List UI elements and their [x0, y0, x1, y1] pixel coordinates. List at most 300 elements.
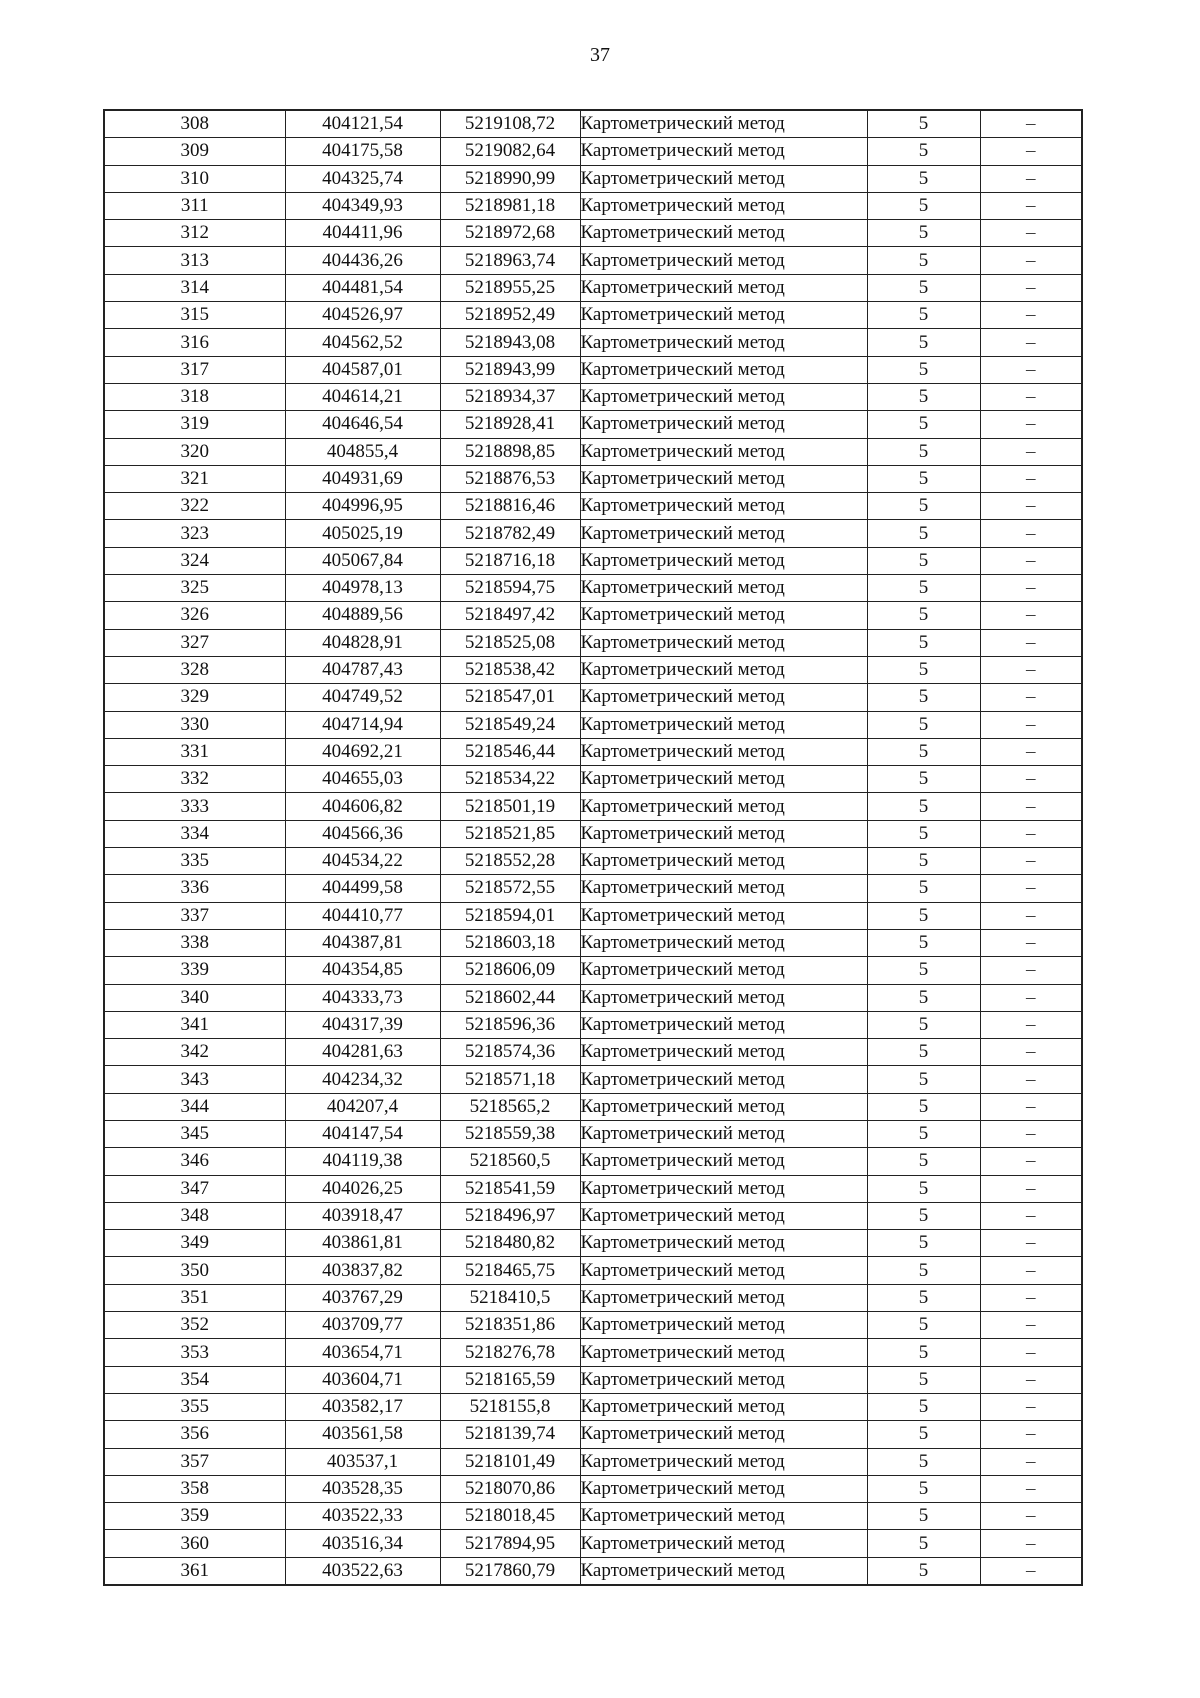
method-cell: Картометрический метод — [580, 1175, 867, 1202]
coordinate-y-cell: 5217894,95 — [440, 1530, 580, 1557]
coordinate-y-cell: 5218898,85 — [440, 438, 580, 465]
method-cell: Картометрический метод — [580, 902, 867, 929]
coordinate-x-cell: 404325,74 — [285, 165, 440, 192]
coordinate-y-cell: 5219108,72 — [440, 110, 580, 138]
coordinate-x-cell: 403604,71 — [285, 1366, 440, 1393]
table-row — [104, 629, 1082, 656]
coordinates-table-body — [104, 110, 1082, 1585]
accuracy-cell: 5 — [867, 1066, 980, 1093]
table-row — [104, 520, 1082, 547]
coordinate-y-cell: 5218565,2 — [440, 1093, 580, 1120]
point-number-cell: 329 — [104, 684, 285, 711]
accuracy-cell: 5 — [867, 1120, 980, 1147]
point-number-cell: 354 — [104, 1366, 285, 1393]
table-row — [104, 220, 1082, 247]
coordinates-table — [103, 109, 1083, 1586]
accuracy-cell: 5 — [867, 1039, 980, 1066]
method-cell: Картометрический метод — [580, 957, 867, 984]
note-cell: – — [980, 1148, 1082, 1175]
coordinate-x-cell: 404655,03 — [285, 766, 440, 793]
point-number-cell: 324 — [104, 547, 285, 574]
coordinate-x-cell: 404855,4 — [285, 438, 440, 465]
accuracy-cell: 5 — [867, 383, 980, 410]
point-number-cell: 341 — [104, 1011, 285, 1038]
point-number-cell: 348 — [104, 1202, 285, 1229]
note-cell: – — [980, 138, 1082, 165]
accuracy-cell: 5 — [867, 1339, 980, 1366]
note-cell: – — [980, 247, 1082, 274]
coordinate-y-cell: 5218525,08 — [440, 629, 580, 656]
table-row — [104, 110, 1082, 138]
point-number-cell: 330 — [104, 711, 285, 738]
accuracy-cell: 5 — [867, 656, 980, 683]
accuracy-cell: 5 — [867, 1093, 980, 1120]
point-number-cell: 335 — [104, 848, 285, 875]
coordinate-x-cell: 404828,91 — [285, 629, 440, 656]
table-row — [104, 274, 1082, 301]
coordinate-y-cell: 5218963,74 — [440, 247, 580, 274]
table-row — [104, 766, 1082, 793]
note-cell: – — [980, 1011, 1082, 1038]
note-cell: – — [980, 793, 1082, 820]
table-row — [104, 848, 1082, 875]
note-cell: – — [980, 165, 1082, 192]
coordinate-y-cell: 5218410,5 — [440, 1284, 580, 1311]
coordinate-y-cell: 5218928,41 — [440, 411, 580, 438]
table-row — [104, 493, 1082, 520]
coordinate-x-cell: 403516,34 — [285, 1530, 440, 1557]
table-row — [104, 1366, 1082, 1393]
method-cell: Картометрический метод — [580, 766, 867, 793]
table-row — [104, 656, 1082, 683]
coordinate-y-cell: 5218155,8 — [440, 1393, 580, 1420]
accuracy-cell: 5 — [867, 875, 980, 902]
note-cell: – — [980, 220, 1082, 247]
table-row — [104, 957, 1082, 984]
point-number-cell: 358 — [104, 1475, 285, 1502]
coordinate-x-cell: 404411,96 — [285, 220, 440, 247]
point-number-cell: 361 — [104, 1557, 285, 1585]
accuracy-cell: 5 — [867, 329, 980, 356]
note-cell: – — [980, 1393, 1082, 1420]
coordinate-x-cell: 404787,43 — [285, 656, 440, 683]
coordinate-y-cell: 5218165,59 — [440, 1366, 580, 1393]
coordinate-y-cell: 5218538,42 — [440, 656, 580, 683]
note-cell: – — [980, 1202, 1082, 1229]
table-row — [104, 1503, 1082, 1530]
point-number-cell: 328 — [104, 656, 285, 683]
coordinate-x-cell: 404281,63 — [285, 1039, 440, 1066]
point-number-cell: 336 — [104, 875, 285, 902]
point-number-cell: 312 — [104, 220, 285, 247]
note-cell: – — [980, 192, 1082, 219]
accuracy-cell: 5 — [867, 1366, 980, 1393]
coordinate-x-cell: 403837,82 — [285, 1257, 440, 1284]
coordinate-x-cell: 404317,39 — [285, 1011, 440, 1038]
point-number-cell: 337 — [104, 902, 285, 929]
note-cell: – — [980, 1448, 1082, 1475]
coordinate-x-cell: 404147,54 — [285, 1120, 440, 1147]
note-cell: – — [980, 329, 1082, 356]
coordinate-y-cell: 5218351,86 — [440, 1312, 580, 1339]
coordinate-x-cell: 404614,21 — [285, 383, 440, 410]
coordinate-x-cell: 404121,54 — [285, 110, 440, 138]
method-cell: Картометрический метод — [580, 1503, 867, 1530]
method-cell: Картометрический метод — [580, 329, 867, 356]
accuracy-cell: 5 — [867, 520, 980, 547]
accuracy-cell: 5 — [867, 192, 980, 219]
table-row — [104, 1557, 1082, 1585]
accuracy-cell: 5 — [867, 1448, 980, 1475]
method-cell: Картометрический метод — [580, 465, 867, 492]
accuracy-cell: 5 — [867, 493, 980, 520]
coordinate-y-cell: 5218521,85 — [440, 820, 580, 847]
coordinate-x-cell: 404349,93 — [285, 192, 440, 219]
point-number-cell: 345 — [104, 1120, 285, 1147]
accuracy-cell: 5 — [867, 684, 980, 711]
note-cell: – — [980, 1175, 1082, 1202]
table-row — [104, 547, 1082, 574]
coordinate-x-cell: 403709,77 — [285, 1312, 440, 1339]
coordinate-y-cell: 5218594,01 — [440, 902, 580, 929]
method-cell: Картометрический метод — [580, 1039, 867, 1066]
accuracy-cell: 5 — [867, 220, 980, 247]
accuracy-cell: 5 — [867, 820, 980, 847]
method-cell: Картометрический метод — [580, 793, 867, 820]
method-cell: Картометрический метод — [580, 575, 867, 602]
note-cell: – — [980, 1475, 1082, 1502]
method-cell: Картометрический метод — [580, 1148, 867, 1175]
note-cell: – — [980, 1120, 1082, 1147]
accuracy-cell: 5 — [867, 356, 980, 383]
coordinate-x-cell: 404606,82 — [285, 793, 440, 820]
note-cell: – — [980, 848, 1082, 875]
coordinate-y-cell: 5217860,79 — [440, 1557, 580, 1585]
method-cell: Картометрический метод — [580, 520, 867, 547]
coordinate-y-cell: 5218549,24 — [440, 711, 580, 738]
method-cell: Картометрический метод — [580, 302, 867, 329]
coordinate-y-cell: 5218018,45 — [440, 1503, 580, 1530]
method-cell: Картометрический метод — [580, 820, 867, 847]
table-row — [104, 329, 1082, 356]
coordinate-x-cell: 404534,22 — [285, 848, 440, 875]
note-cell: – — [980, 575, 1082, 602]
table-row — [104, 1312, 1082, 1339]
coordinate-x-cell: 403918,47 — [285, 1202, 440, 1229]
coordinate-y-cell: 5218101,49 — [440, 1448, 580, 1475]
coordinate-x-cell: 404566,36 — [285, 820, 440, 847]
note-cell: – — [980, 957, 1082, 984]
point-number-cell: 315 — [104, 302, 285, 329]
table-row — [104, 1230, 1082, 1257]
method-cell: Картометрический метод — [580, 1393, 867, 1420]
coordinate-x-cell: 405067,84 — [285, 547, 440, 574]
coordinate-y-cell: 5218716,18 — [440, 547, 580, 574]
coordinate-y-cell: 5218816,46 — [440, 493, 580, 520]
note-cell: – — [980, 929, 1082, 956]
coordinate-x-cell: 403861,81 — [285, 1230, 440, 1257]
method-cell: Картометрический метод — [580, 1066, 867, 1093]
point-number-cell: 331 — [104, 738, 285, 765]
table-row — [104, 684, 1082, 711]
point-number-cell: 317 — [104, 356, 285, 383]
coordinate-y-cell: 5218955,25 — [440, 274, 580, 301]
note-cell: – — [980, 411, 1082, 438]
coordinate-x-cell: 405025,19 — [285, 520, 440, 547]
accuracy-cell: 5 — [867, 766, 980, 793]
coordinate-y-cell: 5218496,97 — [440, 1202, 580, 1229]
note-cell: – — [980, 1066, 1082, 1093]
accuracy-cell: 5 — [867, 1421, 980, 1448]
table-row — [104, 1339, 1082, 1366]
coordinate-x-cell: 404714,94 — [285, 711, 440, 738]
accuracy-cell: 5 — [867, 1230, 980, 1257]
accuracy-cell: 5 — [867, 1148, 980, 1175]
accuracy-cell: 5 — [867, 1557, 980, 1585]
note-cell: – — [980, 356, 1082, 383]
accuracy-cell: 5 — [867, 957, 980, 984]
coordinate-y-cell: 5218782,49 — [440, 520, 580, 547]
point-number-cell: 359 — [104, 1503, 285, 1530]
accuracy-cell: 5 — [867, 629, 980, 656]
note-cell: – — [980, 438, 1082, 465]
note-cell: – — [980, 383, 1082, 410]
method-cell: Картометрический метод — [580, 711, 867, 738]
method-cell: Картометрический метод — [580, 929, 867, 956]
method-cell: Картометрический метод — [580, 1230, 867, 1257]
method-cell: Картометрический метод — [580, 1202, 867, 1229]
point-number-cell: 319 — [104, 411, 285, 438]
coordinate-x-cell: 404234,32 — [285, 1066, 440, 1093]
method-cell: Картометрический метод — [580, 110, 867, 138]
method-cell: Картометрический метод — [580, 220, 867, 247]
note-cell: – — [980, 1257, 1082, 1284]
coordinate-y-cell: 5218943,99 — [440, 356, 580, 383]
method-cell: Картометрический метод — [580, 984, 867, 1011]
coordinate-y-cell: 5218547,01 — [440, 684, 580, 711]
note-cell: – — [980, 1366, 1082, 1393]
table-row — [104, 1148, 1082, 1175]
table-row — [104, 1066, 1082, 1093]
method-cell: Картометрический метод — [580, 1257, 867, 1284]
point-number-cell: 333 — [104, 793, 285, 820]
table-row — [104, 602, 1082, 629]
method-cell: Картометрический метод — [580, 656, 867, 683]
method-cell: Картометрический метод — [580, 138, 867, 165]
note-cell: – — [980, 1421, 1082, 1448]
table-row — [104, 793, 1082, 820]
coordinate-y-cell: 5219082,64 — [440, 138, 580, 165]
table-row — [104, 465, 1082, 492]
point-number-cell: 356 — [104, 1421, 285, 1448]
note-cell: – — [980, 302, 1082, 329]
accuracy-cell: 5 — [867, 138, 980, 165]
coordinate-y-cell: 5218934,37 — [440, 383, 580, 410]
method-cell: Картометрический метод — [580, 1530, 867, 1557]
table-row — [104, 1039, 1082, 1066]
note-cell: – — [980, 766, 1082, 793]
coordinate-y-cell: 5218276,78 — [440, 1339, 580, 1366]
accuracy-cell: 5 — [867, 848, 980, 875]
note-cell: – — [980, 1230, 1082, 1257]
method-cell: Картометрический метод — [580, 629, 867, 656]
coordinate-y-cell: 5218990,99 — [440, 165, 580, 192]
table-row — [104, 1011, 1082, 1038]
point-number-cell: 347 — [104, 1175, 285, 1202]
point-number-cell: 314 — [104, 274, 285, 301]
coordinate-y-cell: 5218571,18 — [440, 1066, 580, 1093]
coordinate-x-cell: 403582,17 — [285, 1393, 440, 1420]
note-cell: – — [980, 656, 1082, 683]
coordinate-x-cell: 404119,38 — [285, 1148, 440, 1175]
note-cell: – — [980, 520, 1082, 547]
point-number-cell: 360 — [104, 1530, 285, 1557]
method-cell: Картометрический метод — [580, 848, 867, 875]
method-cell: Картометрический метод — [580, 1339, 867, 1366]
note-cell: – — [980, 274, 1082, 301]
method-cell: Картометрический метод — [580, 1093, 867, 1120]
method-cell: Картометрический метод — [580, 411, 867, 438]
accuracy-cell: 5 — [867, 547, 980, 574]
method-cell: Картометрический метод — [580, 1475, 867, 1502]
coordinate-y-cell: 5218559,38 — [440, 1120, 580, 1147]
coordinate-x-cell: 403767,29 — [285, 1284, 440, 1311]
coordinate-y-cell: 5218596,36 — [440, 1011, 580, 1038]
table-row — [104, 1530, 1082, 1557]
note-cell: – — [980, 602, 1082, 629]
point-number-cell: 346 — [104, 1148, 285, 1175]
point-number-cell: 311 — [104, 192, 285, 219]
point-number-cell: 320 — [104, 438, 285, 465]
point-number-cell: 338 — [104, 929, 285, 956]
method-cell: Картометрический метод — [580, 602, 867, 629]
point-number-cell: 351 — [104, 1284, 285, 1311]
method-cell: Картометрический метод — [580, 438, 867, 465]
note-cell: – — [980, 547, 1082, 574]
coordinate-y-cell: 5218139,74 — [440, 1421, 580, 1448]
accuracy-cell: 5 — [867, 602, 980, 629]
accuracy-cell: 5 — [867, 1284, 980, 1311]
coordinate-y-cell: 5218594,75 — [440, 575, 580, 602]
note-cell: – — [980, 1093, 1082, 1120]
accuracy-cell: 5 — [867, 411, 980, 438]
point-number-cell: 343 — [104, 1066, 285, 1093]
table-row — [104, 875, 1082, 902]
accuracy-cell: 5 — [867, 984, 980, 1011]
method-cell: Картометрический метод — [580, 738, 867, 765]
coordinate-x-cell: 403561,58 — [285, 1421, 440, 1448]
point-number-cell: 342 — [104, 1039, 285, 1066]
accuracy-cell: 5 — [867, 738, 980, 765]
table-row — [104, 383, 1082, 410]
note-cell: – — [980, 711, 1082, 738]
accuracy-cell: 5 — [867, 1393, 980, 1420]
coordinate-x-cell: 404749,52 — [285, 684, 440, 711]
accuracy-cell: 5 — [867, 1530, 980, 1557]
coordinate-x-cell: 403522,33 — [285, 1503, 440, 1530]
accuracy-cell: 5 — [867, 302, 980, 329]
method-cell: Картометрический метод — [580, 1011, 867, 1038]
table-row — [104, 1257, 1082, 1284]
coordinate-y-cell: 5218981,18 — [440, 192, 580, 219]
method-cell: Картометрический метод — [580, 274, 867, 301]
point-number-cell: 321 — [104, 465, 285, 492]
point-number-cell: 349 — [104, 1230, 285, 1257]
coordinate-y-cell: 5218465,75 — [440, 1257, 580, 1284]
note-cell: – — [980, 1503, 1082, 1530]
coordinate-x-cell: 404207,4 — [285, 1093, 440, 1120]
method-cell: Картометрический метод — [580, 1557, 867, 1585]
note-cell: – — [980, 820, 1082, 847]
coordinate-x-cell: 404354,85 — [285, 957, 440, 984]
table-row — [104, 302, 1082, 329]
accuracy-cell: 5 — [867, 465, 980, 492]
note-cell: – — [980, 684, 1082, 711]
method-cell: Картометрический метод — [580, 1312, 867, 1339]
coordinate-y-cell: 5218572,55 — [440, 875, 580, 902]
point-number-cell: 325 — [104, 575, 285, 602]
coordinate-y-cell: 5218606,09 — [440, 957, 580, 984]
coordinate-y-cell: 5218501,19 — [440, 793, 580, 820]
table-row — [104, 356, 1082, 383]
point-number-cell: 357 — [104, 1448, 285, 1475]
coordinate-x-cell: 404889,56 — [285, 602, 440, 629]
note-cell: – — [980, 1557, 1082, 1585]
accuracy-cell: 5 — [867, 438, 980, 465]
coordinate-y-cell: 5218497,42 — [440, 602, 580, 629]
coordinate-x-cell: 404436,26 — [285, 247, 440, 274]
coordinate-y-cell: 5218876,53 — [440, 465, 580, 492]
point-number-cell: 318 — [104, 383, 285, 410]
table-row — [104, 1175, 1082, 1202]
coordinate-x-cell: 404499,58 — [285, 875, 440, 902]
coordinate-y-cell: 5218534,22 — [440, 766, 580, 793]
table-row — [104, 902, 1082, 929]
method-cell: Картометрический метод — [580, 684, 867, 711]
coordinate-y-cell: 5218972,68 — [440, 220, 580, 247]
table-row — [104, 165, 1082, 192]
table-row — [104, 984, 1082, 1011]
method-cell: Картометрический метод — [580, 356, 867, 383]
table-row — [104, 1421, 1082, 1448]
coordinate-x-cell: 404526,97 — [285, 302, 440, 329]
method-cell: Картометрический метод — [580, 1120, 867, 1147]
coordinate-y-cell: 5218541,59 — [440, 1175, 580, 1202]
coordinate-x-cell: 404587,01 — [285, 356, 440, 383]
table-row — [104, 575, 1082, 602]
method-cell: Картометрический метод — [580, 192, 867, 219]
note-cell: – — [980, 1039, 1082, 1066]
coordinate-x-cell: 403537,1 — [285, 1448, 440, 1475]
accuracy-cell: 5 — [867, 1312, 980, 1339]
coordinate-y-cell: 5218943,08 — [440, 329, 580, 356]
table-row — [104, 1448, 1082, 1475]
accuracy-cell: 5 — [867, 902, 980, 929]
note-cell: – — [980, 738, 1082, 765]
coordinate-x-cell: 404562,52 — [285, 329, 440, 356]
point-number-cell: 352 — [104, 1312, 285, 1339]
coordinate-y-cell: 5218952,49 — [440, 302, 580, 329]
point-number-cell: 322 — [104, 493, 285, 520]
note-cell: – — [980, 465, 1082, 492]
point-number-cell: 310 — [104, 165, 285, 192]
coordinate-y-cell: 5218574,36 — [440, 1039, 580, 1066]
point-number-cell: 309 — [104, 138, 285, 165]
accuracy-cell: 5 — [867, 929, 980, 956]
table-row — [104, 411, 1082, 438]
table-row — [104, 192, 1082, 219]
coordinate-y-cell: 5218480,82 — [440, 1230, 580, 1257]
